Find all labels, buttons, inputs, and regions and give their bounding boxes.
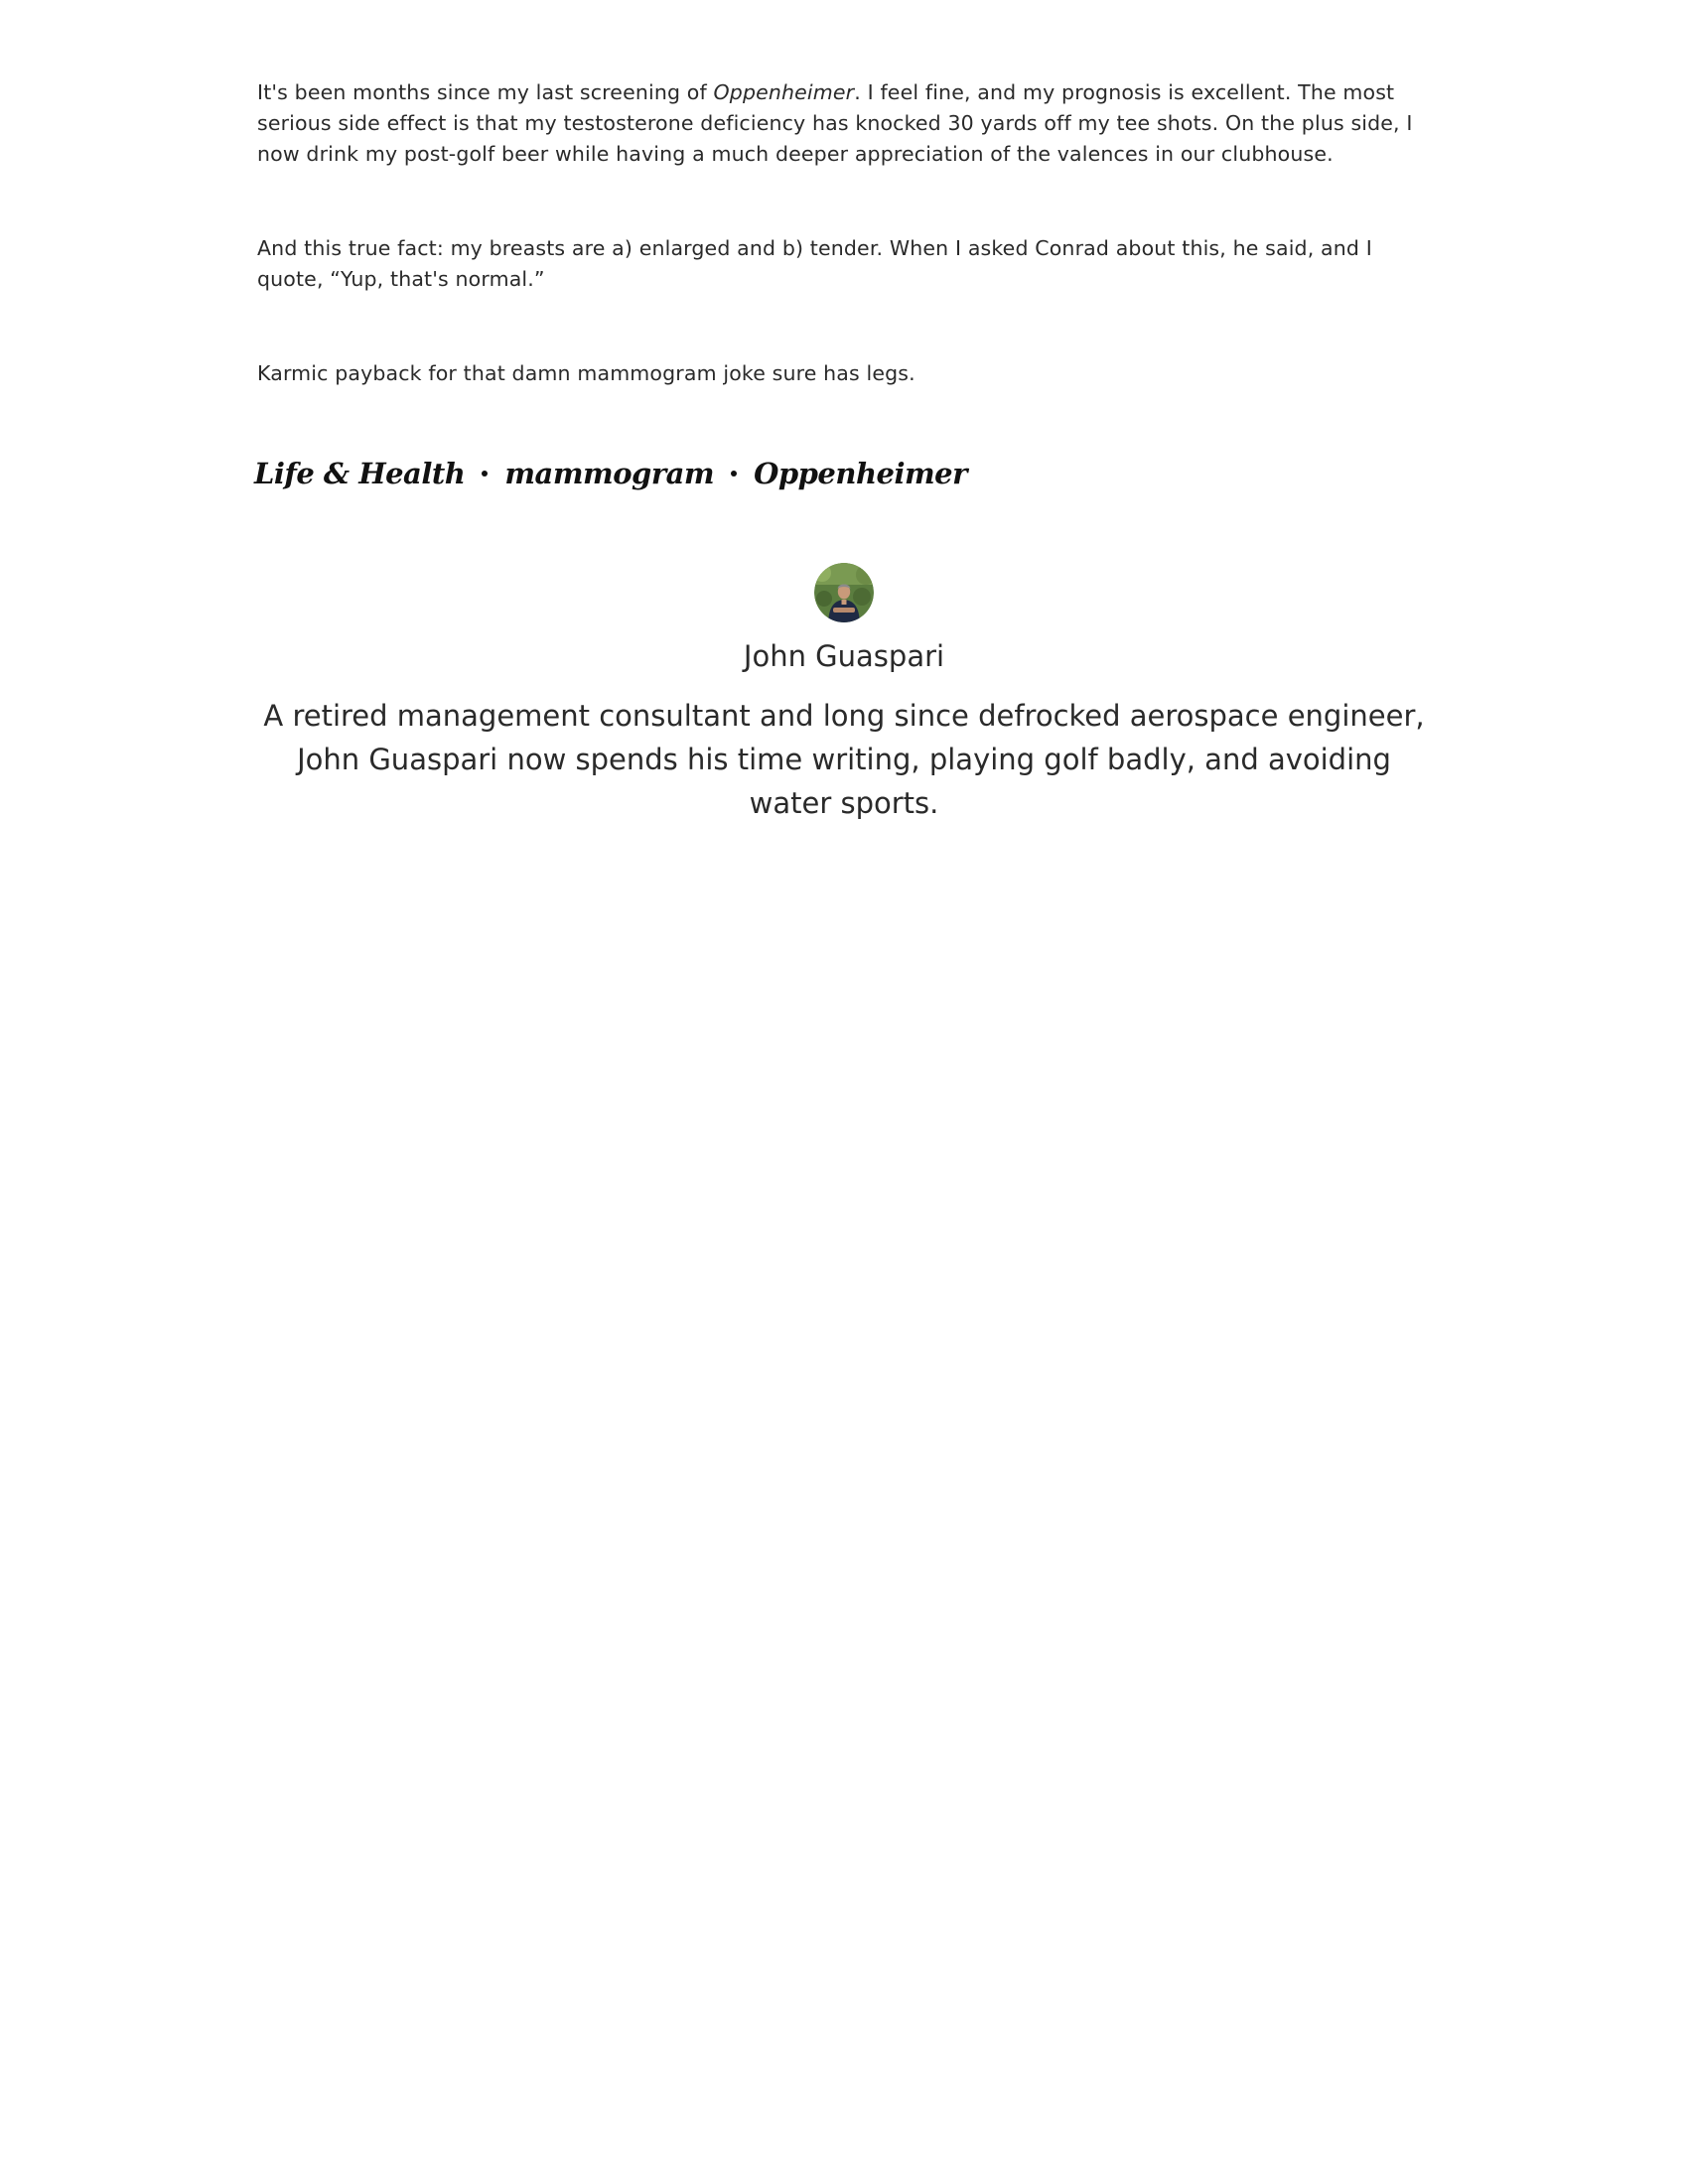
author-avatar[interactable] — [814, 563, 874, 622]
film-title: Oppenheimer — [713, 80, 855, 104]
tag-separator-dot — [731, 471, 737, 477]
tag-list — [254, 457, 967, 490]
author-box — [248, 563, 1440, 825]
tag-oppenheimer[interactable]: Oppenheimer — [754, 457, 967, 490]
paragraph-3: Karmic payback for that damn mammogram joke sure has legs. — [257, 361, 915, 385]
paragraph-2: And this true fact: my breasts are a) enlarged and b) tender. When I asked Conrad about this, he said, and I quote, “Yup, that's normal.” — [257, 236, 1372, 291]
tag-separator-dot — [482, 471, 488, 477]
tag-mammogram[interactable]: mammogram — [504, 457, 715, 490]
paragraph-1-text-start: It's been months since my last screening of — [257, 80, 714, 104]
tag-life-health[interactable]: Life & Health — [254, 457, 466, 490]
author-bio: A retired management consultant and long since defrocked aerospace engineer, John Guaspari now spends his time writing, playing golf badly, and avoiding water sports. — [263, 699, 1425, 820]
author-name[interactable]: John Guaspari — [743, 639, 945, 673]
author-photo-icon — [814, 563, 874, 622]
paragraph-1-text-end: . I feel fine, and my prognosis is excellent. The most serious side effect is that my testosterone deficiency has knocked 30 yards off my tee shots. On the plus side, I now drink my post-golf beer while having a much deeper appreciation of the valences in our clubhouse. — [257, 80, 1413, 166]
article-body — [257, 77, 1429, 389]
paragraph-1 — [257, 77, 1429, 170]
